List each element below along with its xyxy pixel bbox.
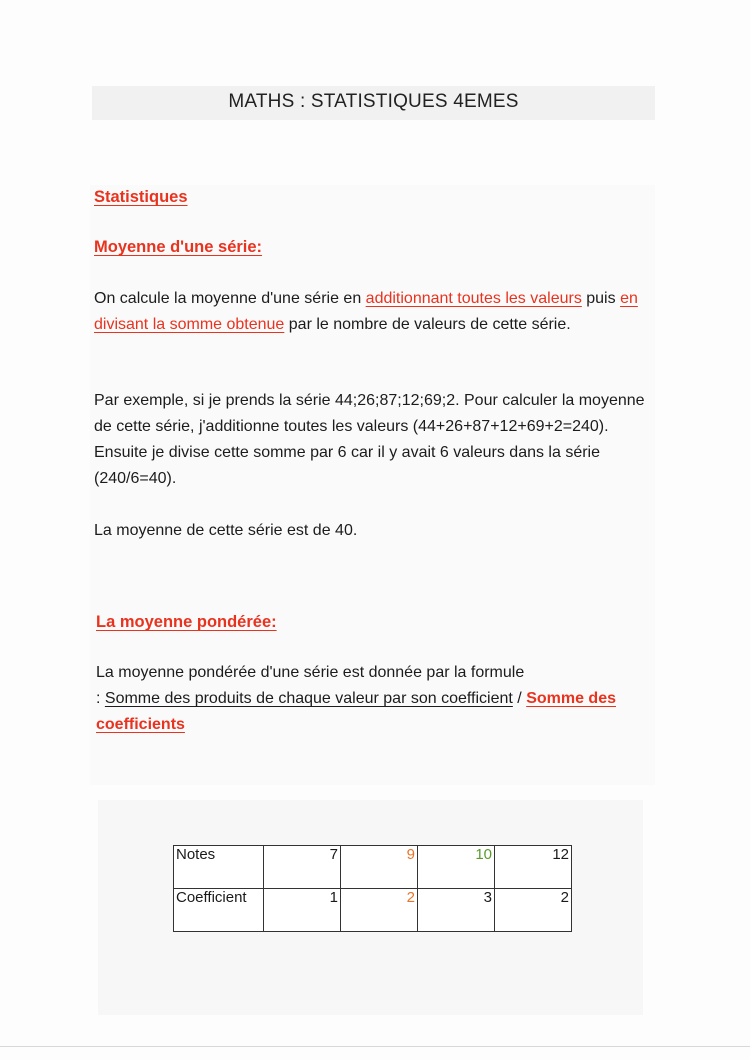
row-label: Notes: [174, 846, 264, 889]
definition-text-1: On calcule la moyenne d'une série en: [94, 290, 366, 307]
page-edge: [0, 1046, 750, 1061]
formula-colon: :: [96, 690, 105, 707]
definition-highlight-1: additionnant toutes les valeurs: [365, 290, 582, 307]
table-cell: 7: [264, 846, 341, 889]
ponderee-heading: La moyenne pondérée:: [96, 613, 277, 631]
definition-text-2: puis: [581, 290, 621, 307]
table-cell: 3: [418, 889, 495, 932]
formula-paragraph: [96, 660, 652, 738]
table-cell: 2: [495, 889, 572, 932]
notes-table: [173, 845, 572, 932]
formula-numerator: Somme des produits de chaque valeur par son coefficient: [104, 690, 513, 707]
example-paragraph: Par exemple, si je prends la série 44;26;87;12;69;2. Pour calculer la moyenne de cette série, j'additionne toutes les valeurs (44+26+87+12+69+2=240). Ensuite je divise cette somme par 6 car il y avait 6 valeurs dans la série (240/6=40).: [94, 392, 645, 487]
definition-text-3: par le nombre de valeurs de cette série.: [284, 316, 571, 333]
result-paragraph: La moyenne de cette série est de 40.: [94, 522, 358, 539]
definition-highlight-2: en divisant la somme obtenue: [94, 290, 638, 333]
formula-denominator: Somme des coefficients: [96, 690, 616, 733]
formula-intro: La moyenne pondérée d'une série est donnée par la formule: [96, 664, 525, 681]
page-title: MATHS : STATISTIQUES 4EMES: [228, 91, 519, 112]
table-cell: 10: [418, 846, 495, 889]
table-cell: 2: [341, 889, 418, 932]
moyenne-heading: Moyenne d'une série:: [94, 238, 263, 256]
table-cell: 1: [264, 889, 341, 932]
table-row: [174, 846, 572, 889]
table-cell: 9: [341, 846, 418, 889]
table-cell: 12: [495, 846, 572, 889]
table-row: [174, 889, 572, 932]
formula-slash: /: [512, 690, 527, 707]
definition-paragraph: [94, 286, 654, 338]
row-label: Coefficient: [174, 889, 264, 932]
section-title: Statistiques: [94, 188, 188, 206]
